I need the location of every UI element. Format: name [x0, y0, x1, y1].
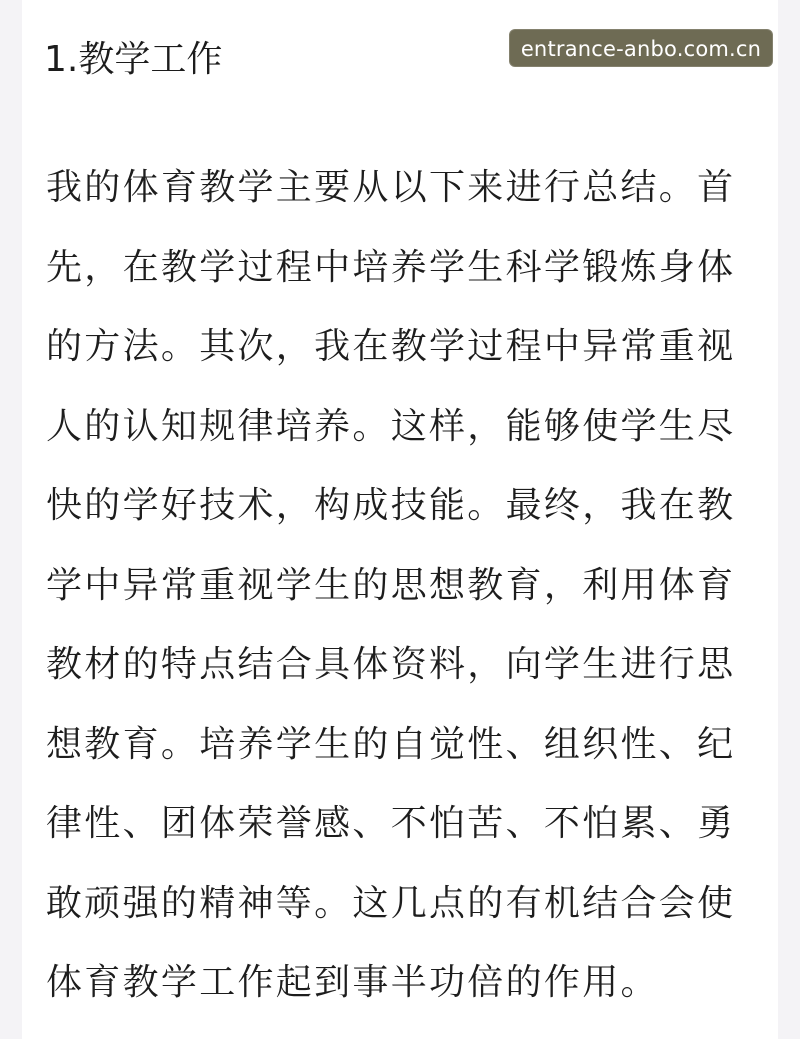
paragraph-line: 学中异常重视学生的思想教育，利用体育: [46, 564, 736, 606]
paragraph-line: 人的认知规律培养。这样，能够使学生尽: [46, 405, 736, 447]
watermark-badge: entrance-anbo.com.cn: [509, 29, 773, 67]
paragraph-line: 想教育。培养学生的自觉性、组织性、纪: [46, 723, 736, 765]
paragraph-line: 我的体育教学主要从以下来进行总结。首: [46, 167, 736, 208]
paragraph-line: 的方法。其次，我在教学过程中异常重视: [46, 326, 736, 367]
section-heading: 1.教学工作: [44, 39, 223, 80]
paragraph-line: 律性、团体荣誉感、不怕苦、不怕累、勇: [46, 803, 736, 844]
paragraph-line: 体育教学工作起到事半功倍的作用。: [46, 962, 659, 1003]
paragraph-line: 快的学好技术，构成技能。最终，我在教: [46, 485, 736, 526]
paragraph-line: 教材的特点结合具体资料，向学生进行思: [46, 644, 736, 685]
paragraph-line: 敢顽强的精神等。这几点的有机结合会使: [46, 882, 736, 924]
paragraph-line: 先，在教学过程中培养学生科学锻炼身体: [46, 246, 736, 288]
body-paragraph: [46, 148, 766, 1023]
